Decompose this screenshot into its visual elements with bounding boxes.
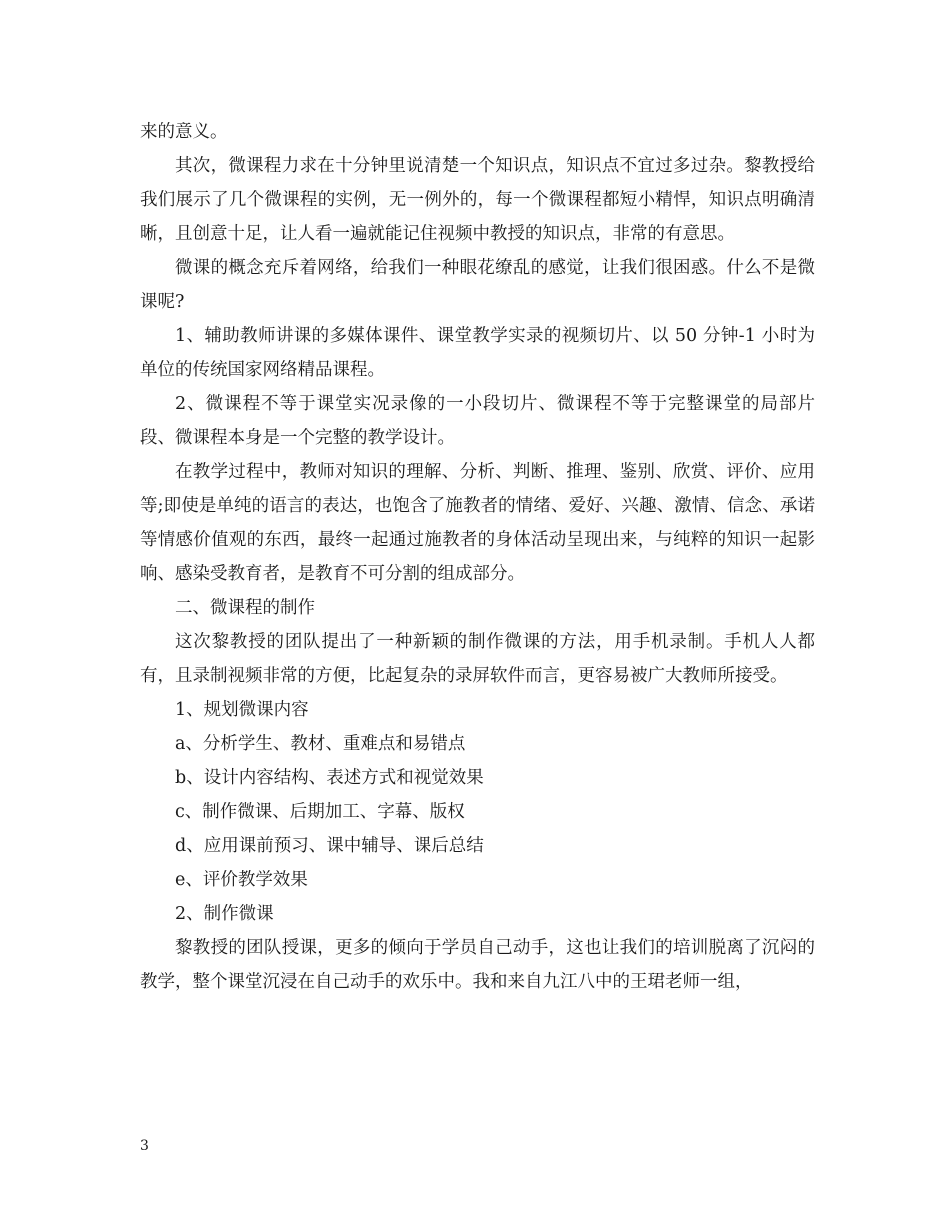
list-item: c、制作微课、后期加工、字幕、版权 [175,802,465,822]
list-item: d、应用课前预习、课中辅导、课后总结 [175,836,484,856]
paragraph: 黎教授的团队授课，更多的倾向于学员自己动手，这也让我们的培训脱离了沉闷的教学，整个课堂沉浸在自己动手的欢乐中。我和来自九江八中的王珺老师一组， [140,938,815,992]
paragraph: 这次黎教授的团队提出了一种新颖的制作微课的方法，用手机录制。手机人人都有，且录制视频非常的方便，比起复杂的录屏软件而言，更容易被广大教师所接受。 [140,632,815,686]
page-number: 3 [140,1138,149,1154]
paragraph: 1、辅助教师讲课的多媒体课件、课堂教学实录的视频切片、以 50 分钟-1 小时为单位的传统国家网络精品课程。 [140,326,815,380]
paragraph: 2、微课程不等于课堂实况录像的一小段切片、微课程不等于完整课堂的局部片段、微课程本身是一个完整的教学设计。 [140,394,815,448]
list-item: a、分析学生、教材、重难点和易错点 [175,734,466,754]
paragraph: 其次，微课程力求在十分钟里说清楚一个知识点，知识点不宜过多过杂。黎教授给我们展示了几个微课程的实例，无一例外的，每一个微课程都短小精悍，知识点明确清晰，且创意十足，让人看一遍就能记住视频中教授的知识点，非常的有意思。 [140,156,815,244]
list-item: b、设计内容结构、表述方式和视觉效果 [175,768,484,788]
list-heading: 1、规划微课内容 [175,700,309,720]
document-body [140,115,815,999]
section-heading: 二、微课程的制作 [175,598,315,618]
paragraph: 来的意义。 [140,122,228,142]
list-item: e、评价教学效果 [175,870,308,890]
paragraph: 在教学过程中，教师对知识的理解、分析、判断、推理、鉴别、欣赏、评价、应用等;即使是单纯的语言的表达，也饱含了施教者的情绪、爱好、兴趣、激情、信念、承诺等情感价值观的东西，最终一起通过施教者的身体活动呈现出来，与纯粹的知识一起影响、感染受教育者，是教育不可分割的组成部分。 [140,462,815,584]
list-heading: 2、制作微课 [175,904,274,924]
paragraph: 微课的概念充斥着网络，给我们一种眼花缭乱的感觉，让我们很困惑。什么不是微课呢? [140,258,815,312]
